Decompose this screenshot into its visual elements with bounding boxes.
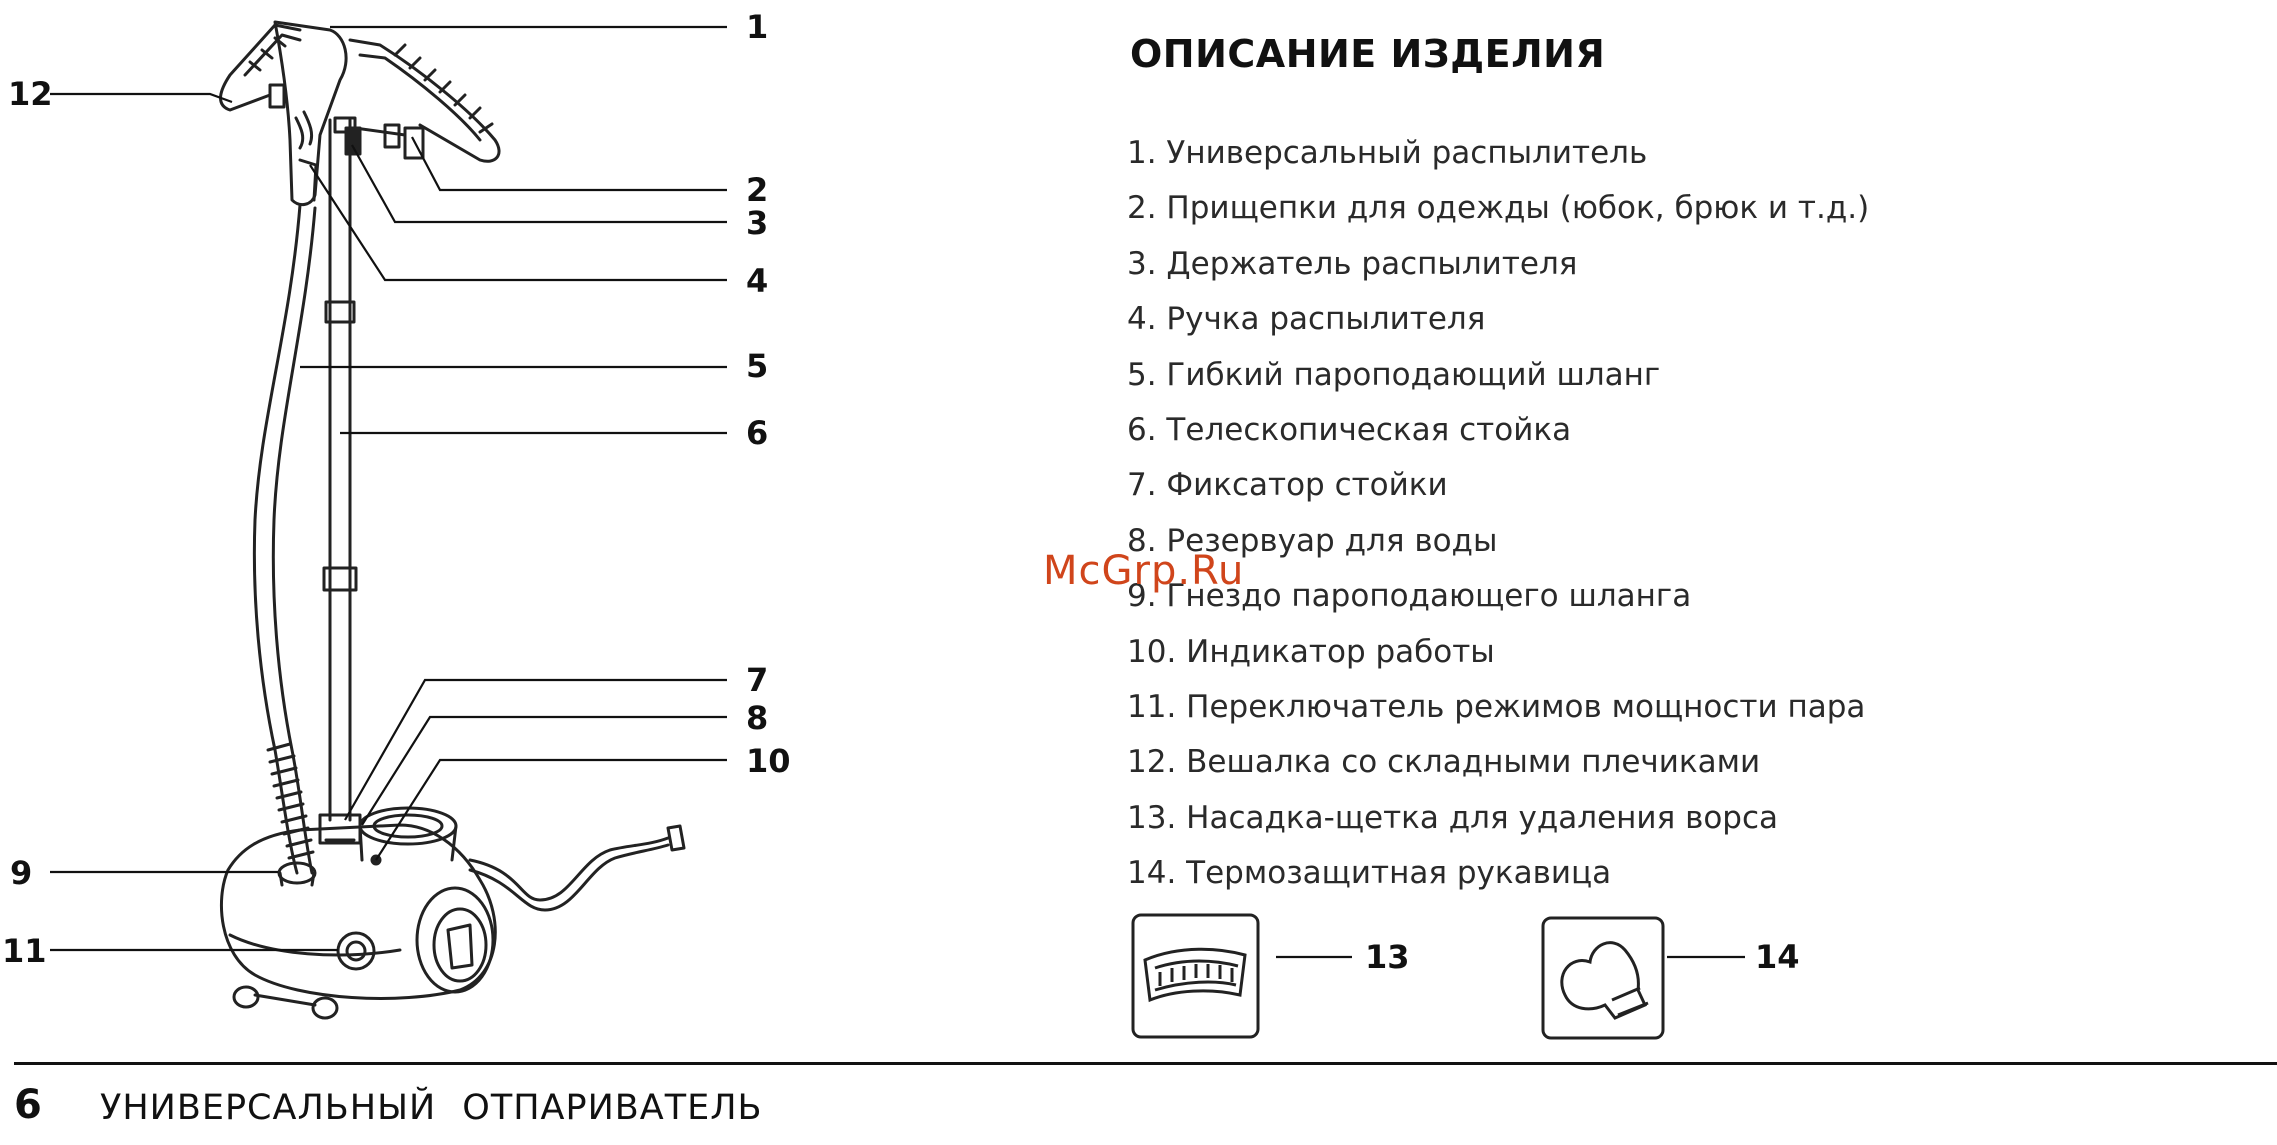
part-item: 8. Резервуар для воды [1127, 522, 1498, 559]
power-cord [470, 826, 684, 910]
callout-8: 8 [746, 699, 769, 737]
part-item: 1. Универсальный распылитель [1127, 135, 1648, 171]
mitten-icon [1543, 918, 1663, 1038]
footer-divider [14, 1062, 2277, 1065]
callout-3: 3 [746, 204, 769, 242]
callout-5: 5 [746, 347, 769, 385]
callout-13: 13 [1365, 938, 1410, 976]
steam-hose [254, 205, 315, 873]
part-item: 13. Насадка-щетка для удаления ворса [1127, 799, 1779, 836]
callout-9: 9 [10, 854, 33, 892]
part-item: 14. Термозащитная рукавица [1127, 855, 1612, 892]
part-item: 12. Вешалка со складными плечиками [1127, 744, 1761, 781]
part-item: 7. Фиксатор стойки [1127, 467, 1448, 504]
footer-title: УНИВЕРСАЛЬНЫЙ ОТПАРИВАТЕЛЬ [100, 1088, 763, 1128]
part-item: 11. Переключатель режимов мощности пара [1127, 689, 1866, 726]
section-title: ОПИСАНИЕ ИЗДЕЛИЯ [1130, 32, 1606, 76]
part-item: 5. Гибкий пароподающий шланг [1127, 356, 1661, 393]
part-item: 4. Ручка распылителя [1127, 301, 1486, 338]
callout-6: 6 [746, 414, 769, 452]
callout-7: 7 [746, 661, 769, 699]
callout-11: 11 [2, 932, 47, 970]
callout-2: 2 [746, 171, 769, 209]
callout-1: 1 [746, 8, 769, 46]
part-item: 10. Индикатор работы [1127, 633, 1495, 670]
lint-brush-icon [1133, 915, 1258, 1037]
telescopic-pole [320, 120, 360, 843]
parts-list [1127, 126, 1869, 902]
steamer-base [221, 808, 495, 1018]
part-item: 6. Телескопическая стойка [1127, 412, 1572, 449]
part-item: 3. Держатель распылителя [1127, 245, 1578, 282]
part-item: 9. Гнездо пароподающего шланга [1127, 578, 1692, 615]
callout-4: 4 [746, 262, 769, 300]
callout-10: 10 [746, 742, 791, 780]
watermark: McGrp.Ru [1043, 548, 1245, 594]
callout-14: 14 [1755, 938, 1800, 976]
callout-12: 12 [8, 75, 53, 113]
part-item: 2. Прищепки для одежды (юбок, брюк и т.д.) [1127, 190, 1870, 227]
page-number: 6 [14, 1082, 42, 1128]
